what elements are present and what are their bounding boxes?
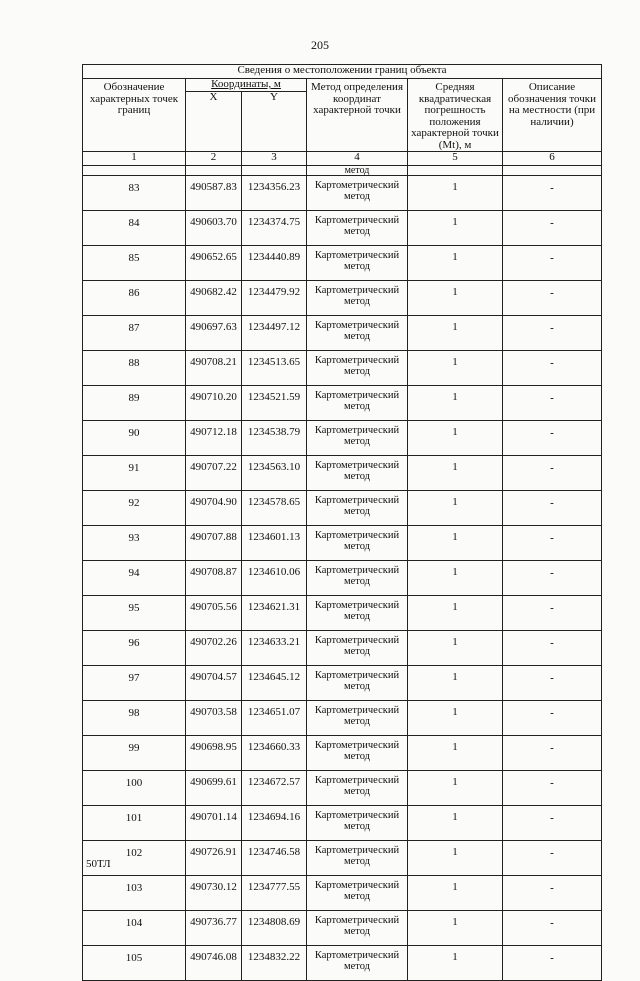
y-coordinate-cell: 1234645.12 <box>242 666 307 701</box>
error-cell: 1 <box>408 701 503 736</box>
x-coordinate-cell: 490652.65 <box>186 246 242 281</box>
error-cell: 1 <box>408 246 503 281</box>
column-number: 3 <box>242 152 307 166</box>
error-cell: 1 <box>408 736 503 771</box>
error-cell: 1 <box>408 281 503 316</box>
header-point: Обозначение характерных точек границ <box>83 79 186 152</box>
method-cell: Картометрический метод <box>307 246 408 281</box>
point-cell: 94 <box>83 561 186 596</box>
x-coordinate-cell: 490712.18 <box>186 421 242 456</box>
table-row <box>83 211 602 246</box>
point-cell: 86 <box>83 281 186 316</box>
x-coordinate-cell: 490702.26 <box>186 631 242 666</box>
x-coordinate-cell: 490697.63 <box>186 316 242 351</box>
page-number: 205 <box>311 38 329 52</box>
x-coordinate-cell: 490736.77 <box>186 911 242 946</box>
error-cell: 1 <box>408 911 503 946</box>
y-coordinate-cell: 1234440.89 <box>242 246 307 281</box>
method-cell: Картометрический метод <box>307 666 408 701</box>
point-cell: 90 <box>83 421 186 456</box>
x-coordinate-cell: 490705.56 <box>186 596 242 631</box>
table-row <box>83 876 602 911</box>
description-cell: - <box>503 421 602 456</box>
table-row <box>83 316 602 351</box>
method-cell: Картометрический метод <box>307 526 408 561</box>
error-cell: 1 <box>408 666 503 701</box>
method-cell: Картометрический метод <box>307 631 408 666</box>
description-cell: - <box>503 736 602 771</box>
method-cell: Картометрический метод <box>307 386 408 421</box>
method-cell: Картометрический метод <box>307 351 408 386</box>
table-row <box>83 491 602 526</box>
x-coordinate-cell: 490701.14 <box>186 806 242 841</box>
table-row <box>83 736 602 771</box>
description-cell: - <box>503 841 602 876</box>
table-row <box>83 666 602 701</box>
point-cell: 101 <box>83 806 186 841</box>
x-coordinate-cell: 490587.83 <box>186 176 242 211</box>
method-cell: Картометрический метод <box>307 211 408 246</box>
error-cell: 1 <box>408 596 503 631</box>
description-cell: - <box>503 386 602 421</box>
y-coordinate-cell: 1234578.65 <box>242 491 307 526</box>
description-cell: - <box>503 491 602 526</box>
x-coordinate-cell: 490707.22 <box>186 456 242 491</box>
header-method: Метод определения координат характерной точки <box>307 79 408 152</box>
method-cell: Картометрический метод <box>307 911 408 946</box>
y-coordinate-cell: 1234374.75 <box>242 211 307 246</box>
continued-row <box>83 166 602 176</box>
x-coordinate-cell: 490704.57 <box>186 666 242 701</box>
header-description: Описание обозначения точки на местности (при наличии) <box>503 79 602 152</box>
description-cell: - <box>503 876 602 911</box>
method-cell: Картометрический метод <box>307 841 408 876</box>
x-coordinate-cell: 490603.70 <box>186 211 242 246</box>
description-cell: - <box>503 631 602 666</box>
point-cell: 102 <box>83 841 186 876</box>
y-coordinate-cell: 1234538.79 <box>242 421 307 456</box>
point-cell: 83 <box>83 176 186 211</box>
description-cell: - <box>503 456 602 491</box>
method-cell: Картометрический метод <box>307 491 408 526</box>
error-cell: 1 <box>408 806 503 841</box>
y-coordinate-cell: 1234610.06 <box>242 561 307 596</box>
method-cell: Картометрический метод <box>307 421 408 456</box>
error-cell: 1 <box>408 176 503 211</box>
error-cell: 1 <box>408 456 503 491</box>
error-cell: 1 <box>408 421 503 456</box>
point-cell: 98 <box>83 701 186 736</box>
x-coordinate-cell: 490726.91 <box>186 841 242 876</box>
x-coordinate-cell: 490704.90 <box>186 491 242 526</box>
point-cell: 85 <box>83 246 186 281</box>
x-coordinate-cell: 490682.42 <box>186 281 242 316</box>
table-row <box>83 526 602 561</box>
method-cell: Картометрический метод <box>307 176 408 211</box>
header-error: Средняя квадратическая погрешность положения характерной точки (Mt), м <box>408 79 503 152</box>
point-cell: 104 <box>83 911 186 946</box>
description-cell: - <box>503 806 602 841</box>
table-row <box>83 246 602 281</box>
error-cell: 1 <box>408 386 503 421</box>
column-number: 5 <box>408 152 503 166</box>
point-cell: 96 <box>83 631 186 666</box>
description-cell: - <box>503 246 602 281</box>
table-row <box>83 596 602 631</box>
boundary-points-table <box>82 64 602 981</box>
method-cell: Картометрический метод <box>307 316 408 351</box>
point-cell: 97 <box>83 666 186 701</box>
method-cell: Картометрический метод <box>307 596 408 631</box>
continued-method: метод <box>307 166 408 176</box>
point-cell: 87 <box>83 316 186 351</box>
y-coordinate-cell: 1234601.13 <box>242 526 307 561</box>
y-coordinate-cell: 1234633.21 <box>242 631 307 666</box>
x-coordinate-cell: 490708.21 <box>186 351 242 386</box>
y-coordinate-cell: 1234521.59 <box>242 386 307 421</box>
method-cell: Картометрический метод <box>307 701 408 736</box>
description-cell: - <box>503 316 602 351</box>
header-coordinates: Координаты, м <box>186 79 307 92</box>
point-cell: 84 <box>83 211 186 246</box>
x-coordinate-cell: 490746.08 <box>186 946 242 981</box>
table-row <box>83 911 602 946</box>
column-number: 2 <box>186 152 242 166</box>
table-row <box>83 176 602 211</box>
description-cell: - <box>503 666 602 701</box>
error-cell: 1 <box>408 491 503 526</box>
description-cell: - <box>503 526 602 561</box>
error-cell: 1 <box>408 771 503 806</box>
table-row <box>83 386 602 421</box>
point-cell: 88 <box>83 351 186 386</box>
x-coordinate-cell: 490730.12 <box>186 876 242 911</box>
table-row <box>83 946 602 981</box>
table-caption: Сведения о местоположении границ объекта <box>83 65 602 79</box>
description-cell: - <box>503 351 602 386</box>
y-coordinate-cell: 1234513.65 <box>242 351 307 386</box>
point-cell: 91 <box>83 456 186 491</box>
description-cell: - <box>503 701 602 736</box>
header-y: Y <box>242 91 307 151</box>
method-cell: Картометрический метод <box>307 281 408 316</box>
description-cell: - <box>503 211 602 246</box>
method-cell: Картометрический метод <box>307 561 408 596</box>
point-cell: 93 <box>83 526 186 561</box>
x-coordinate-cell: 490710.20 <box>186 386 242 421</box>
error-cell: 1 <box>408 316 503 351</box>
description-cell: - <box>503 596 602 631</box>
y-coordinate-cell: 1234832.22 <box>242 946 307 981</box>
table-row <box>83 421 602 456</box>
y-coordinate-cell: 1234777.55 <box>242 876 307 911</box>
method-cell: Картометрический метод <box>307 946 408 981</box>
table-row <box>83 456 602 491</box>
description-cell: - <box>503 946 602 981</box>
y-coordinate-cell: 1234621.31 <box>242 596 307 631</box>
x-coordinate-cell: 490698.95 <box>186 736 242 771</box>
y-coordinate-cell: 1234672.57 <box>242 771 307 806</box>
column-number: 1 <box>83 152 186 166</box>
table-row <box>83 841 602 876</box>
error-cell: 1 <box>408 561 503 596</box>
x-coordinate-cell: 490707.88 <box>186 526 242 561</box>
y-coordinate-cell: 1234563.10 <box>242 456 307 491</box>
y-coordinate-cell: 1234746.58 <box>242 841 307 876</box>
column-number: 4 <box>307 152 408 166</box>
table-row <box>83 351 602 386</box>
description-cell: - <box>503 911 602 946</box>
table-row <box>83 701 602 736</box>
method-cell: Картометрический метод <box>307 876 408 911</box>
error-cell: 1 <box>408 876 503 911</box>
description-cell: - <box>503 176 602 211</box>
y-coordinate-cell: 1234356.23 <box>242 176 307 211</box>
method-cell: Картометрический метод <box>307 456 408 491</box>
header-x: X <box>186 91 242 151</box>
point-cell: 100 <box>83 771 186 806</box>
method-cell: Картометрический метод <box>307 736 408 771</box>
y-coordinate-cell: 1234479.92 <box>242 281 307 316</box>
point-cell: 105 <box>83 946 186 981</box>
error-cell: 1 <box>408 526 503 561</box>
y-coordinate-cell: 1234808.69 <box>242 911 307 946</box>
method-cell: Картометрический метод <box>307 806 408 841</box>
table-row <box>83 281 602 316</box>
column-number: 6 <box>503 152 602 166</box>
y-coordinate-cell: 1234497.12 <box>242 316 307 351</box>
table-row <box>83 561 602 596</box>
table-row <box>83 631 602 666</box>
point-cell: 95 <box>83 596 186 631</box>
x-coordinate-cell: 490703.58 <box>186 701 242 736</box>
footer-code: 50ТЛ <box>86 858 111 870</box>
y-coordinate-cell: 1234660.33 <box>242 736 307 771</box>
method-cell: Картометрический метод <box>307 771 408 806</box>
description-cell: - <box>503 281 602 316</box>
error-cell: 1 <box>408 631 503 666</box>
x-coordinate-cell: 490699.61 <box>186 771 242 806</box>
y-coordinate-cell: 1234694.16 <box>242 806 307 841</box>
point-cell: 103 <box>83 876 186 911</box>
table-row <box>83 806 602 841</box>
description-cell: - <box>503 771 602 806</box>
description-cell: - <box>503 561 602 596</box>
y-coordinate-cell: 1234651.07 <box>242 701 307 736</box>
x-coordinate-cell: 490708.87 <box>186 561 242 596</box>
point-cell: 89 <box>83 386 186 421</box>
error-cell: 1 <box>408 841 503 876</box>
error-cell: 1 <box>408 211 503 246</box>
point-cell: 92 <box>83 491 186 526</box>
point-cell: 99 <box>83 736 186 771</box>
error-cell: 1 <box>408 946 503 981</box>
error-cell: 1 <box>408 351 503 386</box>
table-row <box>83 771 602 806</box>
